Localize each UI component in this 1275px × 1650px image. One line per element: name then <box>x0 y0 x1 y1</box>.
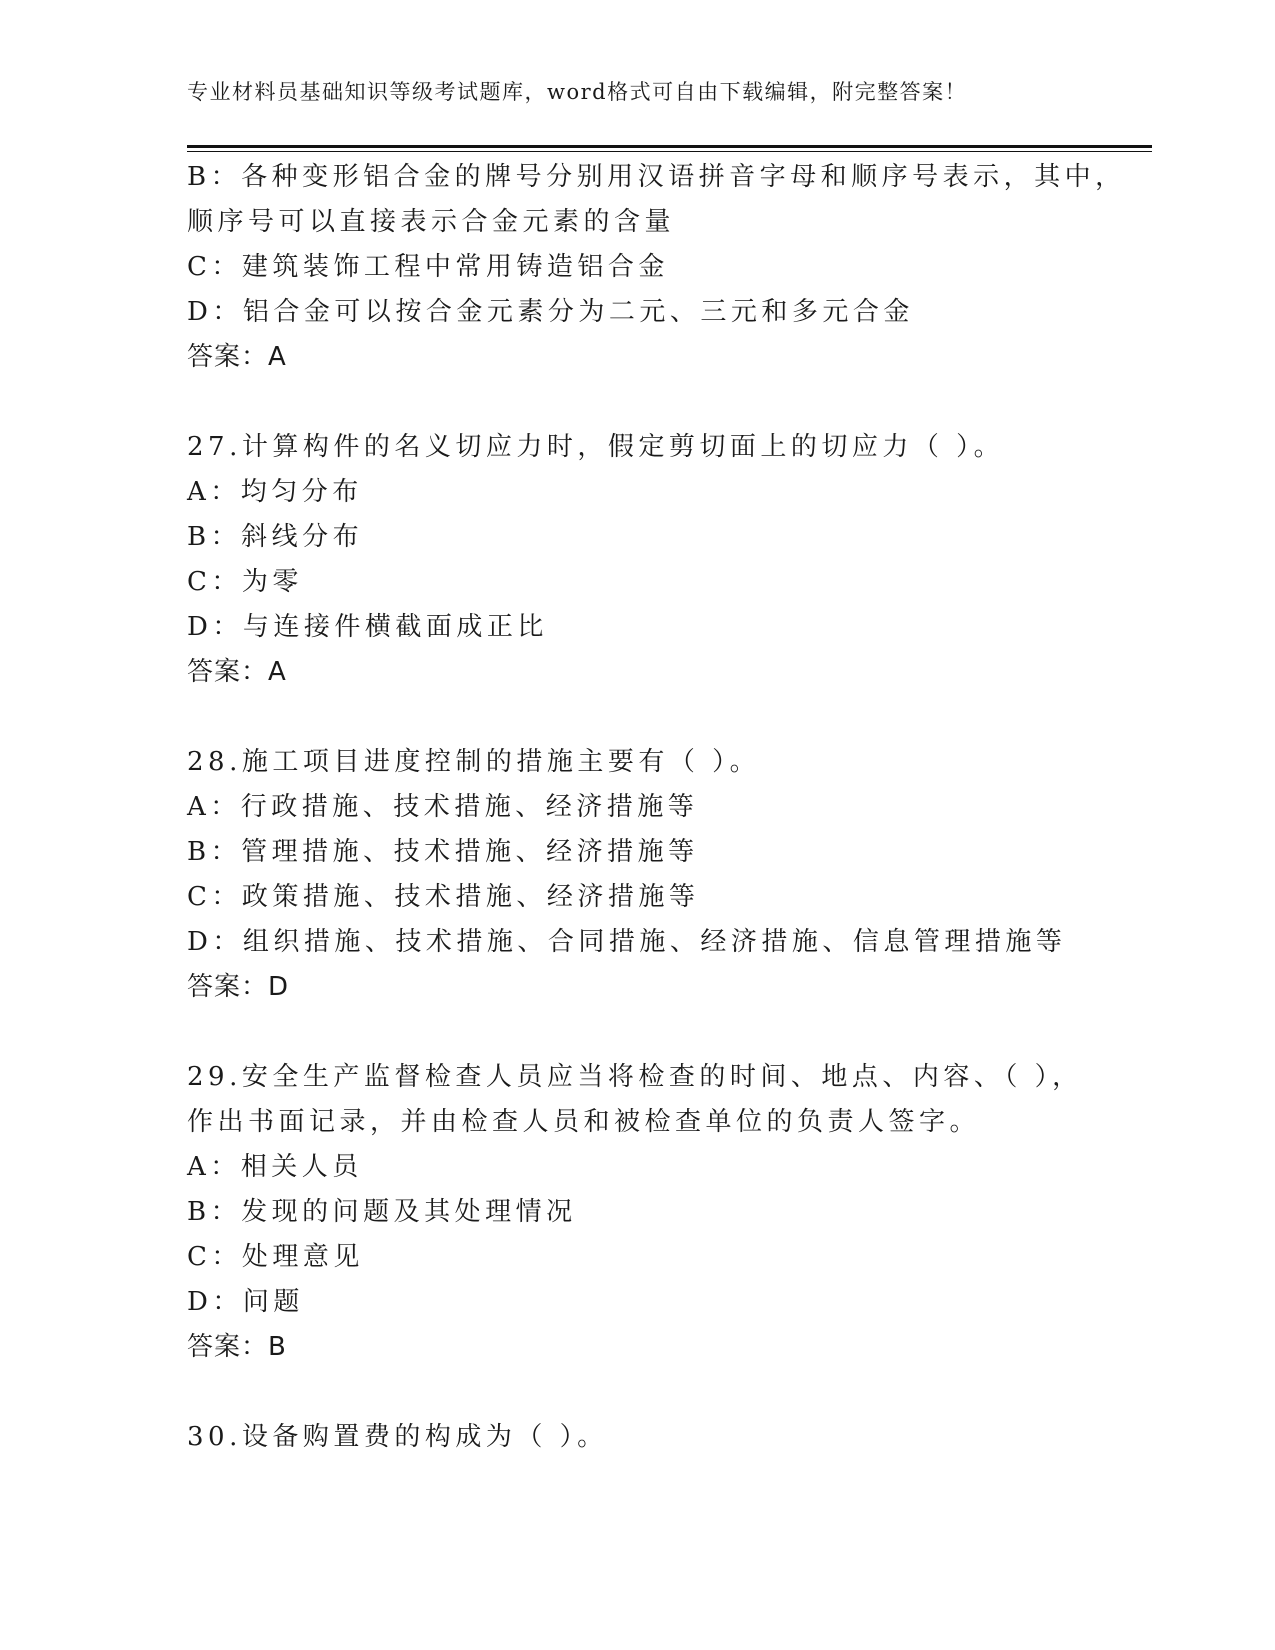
option-b: B：斜线分布 <box>187 522 364 552</box>
answer: 答案：B <box>187 1332 287 1362</box>
spacer <box>187 1370 1087 1415</box>
header-rule-thin <box>187 151 1152 152</box>
question-text: 30.设备购置费的构成为（ ）。 <box>187 1422 608 1452</box>
question-27 <box>187 425 1087 695</box>
question-text-line-1: 29.安全生产监督检查人员应当将检查的时间、地点、内容、（ ）， <box>187 1062 1083 1092</box>
question-text-line-2: 作出书面记录，并由检查人员和被检查单位的负责人签字。 <box>187 1107 981 1137</box>
question-26-continuation <box>187 155 1126 380</box>
option-c: C：建筑装饰工程中常用铸造铝合金 <box>187 252 669 282</box>
answer: 答案：A <box>187 342 287 372</box>
option-c: C：政策措施、技术措施、经济措施等 <box>187 882 700 912</box>
option-b-line-2: 顺序号可以直接表示合金元素的含量 <box>187 207 676 237</box>
spacer <box>187 380 1087 425</box>
spacer <box>187 1010 1087 1055</box>
option-a: A：相关人员 <box>187 1152 363 1182</box>
option-d: D：与连接件横截面成正比 <box>187 612 548 642</box>
option-b: B：管理措施、技术措施、经济措施等 <box>187 837 699 867</box>
option-b-line-1: B：各种变形铝合金的牌号分别用汉语拼音字母和顺序号表示，其中， <box>187 162 1126 192</box>
spacer <box>187 695 1087 740</box>
answer: 答案：D <box>187 972 290 1002</box>
option-a: A：均匀分布 <box>187 477 363 507</box>
option-a: A：行政措施、技术措施、经济措施等 <box>187 792 699 822</box>
question-28 <box>187 740 1087 1010</box>
answer: 答案：A <box>187 657 287 687</box>
page-header: 专业材料员基础知识等级考试题库，word格式可自由下载编辑，附完整答案！ <box>187 80 968 104</box>
question-text: 28.施工项目进度控制的措施主要有（ ）。 <box>187 747 761 777</box>
option-d: D：组织措施、技术措施、合同措施、经济措施、信息管理措施等 <box>187 927 1067 957</box>
question-29 <box>187 1055 1087 1370</box>
option-b: B：发现的问题及其处理情况 <box>187 1197 577 1227</box>
option-c: C：为零 <box>187 567 303 597</box>
option-d: D：铝合金可以按合金元素分为二元、三元和多元合金 <box>187 297 914 327</box>
option-d: D：问题 <box>187 1287 304 1317</box>
header-rule-thick <box>187 145 1152 148</box>
question-list <box>187 155 1126 1460</box>
question-30 <box>187 1415 1087 1460</box>
option-c: C：处理意见 <box>187 1242 364 1272</box>
question-text: 27.计算构件的名义切应力时，假定剪切面上的切应力（ ）。 <box>187 432 1005 462</box>
